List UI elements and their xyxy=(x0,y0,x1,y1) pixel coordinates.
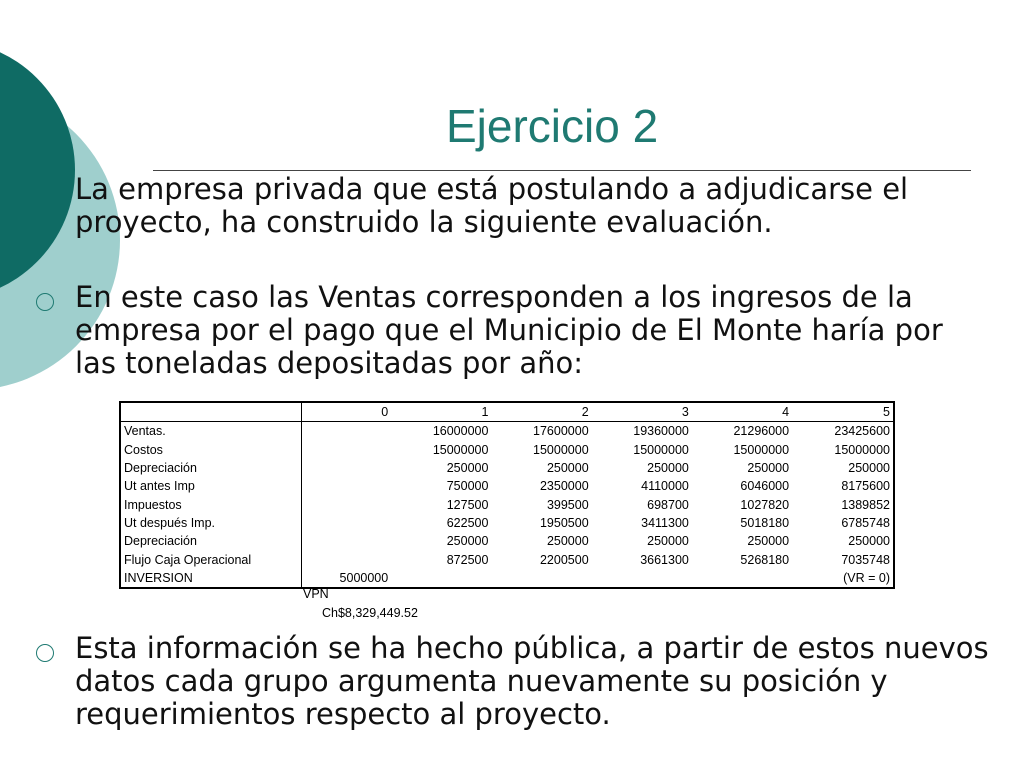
value-cell: 6785748 xyxy=(841,515,890,530)
value-cell: 15000000 xyxy=(834,442,890,457)
vpn-label: VPN xyxy=(303,587,329,601)
row-label: Ut después Imp. xyxy=(120,514,302,532)
table-row xyxy=(120,532,894,550)
value-cell: 5018180 xyxy=(740,515,790,530)
value-cell: 250000 xyxy=(546,534,589,549)
value-cell: 250000 xyxy=(446,461,489,476)
value-cell xyxy=(302,550,392,568)
value-cell: 3661300 xyxy=(640,552,689,567)
evaluation-table xyxy=(119,401,895,589)
row-label: INVERSION xyxy=(120,569,302,588)
value-cell: 6046000 xyxy=(740,479,790,494)
value-cell: 872500 xyxy=(446,552,489,567)
value-cell xyxy=(302,477,392,495)
row-label: Ut antes Imp xyxy=(120,477,302,495)
value-cell: 21296000 xyxy=(733,424,790,439)
value-cell: 15000000 xyxy=(633,442,689,457)
value-cell: 5268180 xyxy=(740,552,790,567)
value-cell xyxy=(302,422,392,441)
paragraph-1: La empresa privada que está postulando a adjudicarse el proyecto, ha construido la siguiente evaluación. xyxy=(75,172,909,239)
title-divider xyxy=(153,170,971,171)
year-cell: 2 xyxy=(491,402,591,422)
table-row xyxy=(120,550,894,568)
value-cell: 8175600 xyxy=(841,479,890,494)
value-cell: 4110000 xyxy=(641,479,689,494)
value-cell xyxy=(302,459,392,477)
value-cell: 15000000 xyxy=(533,442,589,457)
value-cell: 7035748 xyxy=(841,552,890,567)
value-cell: 19360000 xyxy=(633,424,689,439)
value-cell: 1950500 xyxy=(539,515,589,530)
value-cell: 1389852 xyxy=(841,497,890,512)
row-label: Ventas. xyxy=(120,422,302,441)
slide-title: Ejercicio 2 xyxy=(446,100,659,152)
paragraph-2: En este caso las Ventas corresponden a los ingresos de la empresa por el pago que el Municipio de El Monte haría por las toneladas depositadas por año: xyxy=(75,280,943,380)
table-row xyxy=(120,514,894,532)
table-row xyxy=(120,495,894,513)
year-cell: 3 xyxy=(592,402,692,422)
value-cell: 399500 xyxy=(546,497,589,512)
vpn-value: Ch$8,329,449.52 xyxy=(322,606,418,620)
table-row xyxy=(120,422,894,441)
row-label: Impuestos xyxy=(120,495,302,513)
residual-value-note: (VR = 0) xyxy=(843,570,890,585)
value-cell: 1027820 xyxy=(740,497,790,512)
value-cell xyxy=(302,514,392,532)
value-cell: 15000000 xyxy=(432,442,489,457)
value-cell: 250000 xyxy=(747,534,790,549)
row-label: Costos xyxy=(120,441,302,459)
table-header-row xyxy=(120,402,894,422)
value-cell: 250000 xyxy=(848,534,890,549)
value-cell: 17600000 xyxy=(533,424,589,439)
year-cell: 4 xyxy=(692,402,792,422)
value-cell: 250000 xyxy=(446,534,489,549)
header-label-cell xyxy=(120,402,302,422)
value-cell: 127500 xyxy=(446,497,489,512)
value-cell: 750000 xyxy=(446,479,489,494)
value-cell: 250000 xyxy=(747,461,790,476)
value-cell: 16000000 xyxy=(432,424,489,439)
value-cell: 2200500 xyxy=(539,552,589,567)
value-cell: 622500 xyxy=(446,515,489,530)
value-cell: 250000 xyxy=(848,461,890,476)
bullet-icon xyxy=(36,293,54,311)
year-cell: 0 xyxy=(302,402,392,422)
value-cell: 698700 xyxy=(647,497,689,512)
value-cell: 2350000 xyxy=(539,479,589,494)
inversion-value: 5000000 xyxy=(339,570,389,585)
value-cell: 15000000 xyxy=(733,442,790,457)
row-label: Flujo Caja Operacional xyxy=(120,550,302,568)
table-row xyxy=(120,477,894,495)
inversion-row xyxy=(120,569,894,588)
year-cell: 1 xyxy=(391,402,491,422)
value-cell: 250000 xyxy=(647,534,689,549)
row-label: Depreciación xyxy=(120,532,302,550)
bullet-icon xyxy=(36,644,54,662)
value-cell: 3411300 xyxy=(641,515,689,530)
value-cell xyxy=(302,532,392,550)
year-cell: 5 xyxy=(792,402,894,422)
table-row xyxy=(120,459,894,477)
paragraph-3: Esta información se ha hecho pública, a partir de estos nuevos datos cada grupo argumenta nuevamente su posición y requerimientos respecto al proyecto. xyxy=(75,631,989,731)
value-cell xyxy=(302,495,392,513)
row-label: Depreciación xyxy=(120,459,302,477)
value-cell: 250000 xyxy=(546,461,589,476)
value-cell xyxy=(302,441,392,459)
value-cell: 250000 xyxy=(647,461,689,476)
value-cell: 23425600 xyxy=(834,424,890,439)
table-row xyxy=(120,441,894,459)
